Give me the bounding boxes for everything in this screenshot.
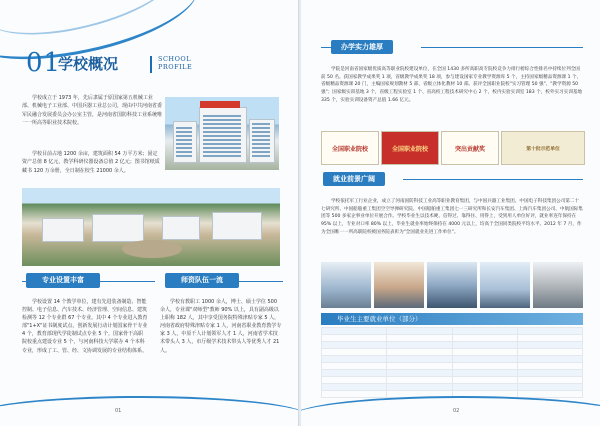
majors-header: 专业设置丰富 <box>26 273 100 288</box>
table-cell <box>387 377 452 384</box>
header-rule <box>403 179 583 180</box>
table-row <box>322 349 583 356</box>
certificate-plaque: 全国职业院校 <box>381 131 439 165</box>
table-row <box>322 384 583 391</box>
table-cell <box>452 377 517 384</box>
title-en-line-2: PROFILE <box>158 63 193 71</box>
table-cell <box>387 370 452 377</box>
table-cell <box>452 363 517 370</box>
table-row <box>322 356 583 363</box>
table-cell <box>387 384 452 391</box>
building-sign <box>200 101 240 108</box>
table-cell <box>387 349 452 356</box>
table-cell <box>322 391 387 398</box>
section-title: 学校概况 <box>58 55 119 73</box>
table-row <box>322 335 583 342</box>
table-cell <box>452 384 517 391</box>
strength-paragraph: 学院是河南省国家级优质高等职业院校建设单位，在全国 1430 多所高职高专院校竞争力排行榜综合性排名中持续位列全国前 50 名。获国家教学成果奖 1 项，省级教学成果奖 18 项，参与建设国家专业教学资源库 5 个，主持国家级精品资源课 1 个，省级精品资源课 20 门，主编国家规划教材 5 部、省级立体化教材 10 部。获评全国职业院校"实习管理 50 强"、"教学资源 50 强"；国家级实训基地 3 个，省级工程实验室 1 个、省高校工程技术研究中心 2 个，校内实验实训室 183 个，校外实习实训基地 335 个，实验实训设备资产总值 1.66 亿元。 <box>321 67 583 103</box>
page-number: 02 <box>453 408 460 414</box>
job-fair-photo <box>427 262 477 308</box>
employers-table-title: 毕业生主要就业单位（部分） <box>321 313 583 325</box>
table-row <box>322 363 583 370</box>
job-fair-photo <box>533 262 583 308</box>
header-rule <box>239 281 283 282</box>
page-number: 01 <box>115 408 122 414</box>
decorative-wave <box>301 396 600 426</box>
header-rule <box>421 47 583 48</box>
table-row <box>322 328 583 335</box>
section-title-en <box>158 55 192 71</box>
header-rule <box>321 47 331 48</box>
table-cell <box>322 363 387 370</box>
table-cell <box>322 356 387 363</box>
intro-paragraph-2: 学校目前占地 1200 余亩，建筑面积 54 万平方米；固定资产总值 8 亿元，教学科研仪器设备总值 2 亿元；图书馆纸质藏书 120 万余册，全日制在校生 21000 余人。 <box>22 151 160 174</box>
certificate-plaque: 突出贡献奖 <box>441 131 499 165</box>
table-cell <box>517 335 582 342</box>
table-cell <box>387 363 452 370</box>
table-cell <box>517 377 582 384</box>
section-number: 01 <box>26 48 62 78</box>
table-cell <box>452 370 517 377</box>
table-cell <box>517 391 582 398</box>
certificate-plaque: 全国职业院校 <box>321 131 379 165</box>
left-page <box>0 0 299 426</box>
table-cell <box>517 384 582 391</box>
job-fair-photos <box>321 262 583 308</box>
job-fair-photo <box>374 262 424 308</box>
certificates-row <box>321 131 583 165</box>
table-cell <box>322 328 387 335</box>
table-cell <box>322 377 387 384</box>
table-cell <box>517 363 582 370</box>
table-cell <box>322 384 387 391</box>
table-cell <box>517 328 582 335</box>
campus-aerial-photo <box>22 188 280 266</box>
table-cell <box>322 370 387 377</box>
table-cell <box>517 349 582 356</box>
table-cell <box>387 356 452 363</box>
table-cell <box>387 342 452 349</box>
table-cell <box>517 370 582 377</box>
employment-header: 就业前景广阔 <box>323 172 385 186</box>
table-cell <box>517 356 582 363</box>
certificate-plaque: 第十批示范单位 <box>501 131 585 165</box>
table-cell <box>452 356 517 363</box>
title-divider <box>150 56 152 73</box>
decorative-wave <box>0 396 299 426</box>
strength-header: 办学实力雄厚 <box>331 40 393 54</box>
title-en-line-1: SCHOOL <box>158 55 192 63</box>
table-row <box>322 342 583 349</box>
table-cell <box>387 335 452 342</box>
table-cell <box>452 328 517 335</box>
table-cell <box>322 342 387 349</box>
table-cell <box>452 349 517 356</box>
header-rule <box>100 281 155 282</box>
table-cell <box>322 349 387 356</box>
job-fair-photo <box>480 262 530 308</box>
table-cell <box>517 342 582 349</box>
employers-table <box>321 327 583 398</box>
table-row <box>322 370 583 377</box>
right-page <box>301 0 600 426</box>
table-cell <box>387 328 452 335</box>
table-cell <box>322 335 387 342</box>
intro-paragraph-1: 学校成立于 1973 年，先后隶属于原国家第五机械工业部、机械电子工业部、中国兵器工业总公司，现由中共河南省委军民融合发展委员会办公室主管，是河南省国防科技工业系统唯一一所高等职业技术院校。 <box>22 95 163 127</box>
table-cell <box>452 342 517 349</box>
employment-paragraph: 学校依托军工行业企业，成立了河南国防科技工业高等职业教育集团，与中国兵器工业集团、中国电子科技集团公司第二十七研究所、中国船舶重工集团空空导弹研究院、中国船舶重工集团七一三研究所和长安汽车集团、上海汽车集团公司、中航国际集团等 500 多家企事业单位开展合作。学校毕业生以技术硬、信得过、靠得住、用得上，受到用人单位好评，就业率连年保持在 95% 以上，专业对口率 80% 以上，毕业生就业率始终保持在 4000 元以上，均高于全国同类院校平均水平。2012 年 7 月，作为全国唯一一所高职院校被国务院表彰为"全国就业先进工作单位"。 <box>321 199 583 235</box>
faculty-header: 师资队伍一流 <box>165 273 239 288</box>
majors-paragraph: 学校设置 14 个教学单位，建有先进装备制造、智能控制、电子信息、汽车技术、经济管理、空间信息、建筑检测等 12 个专业群 67 个专业。其中 4 个专业进入教育部"1+X"证书制度试点，创新发展行动计划国家骨干专业 4 个，教育部现代学徒制试点专业 5 个，国家骨干高职院校重点建设专业 5 个，与河南科技大学联办 4 个本科专业，形成了工、管、经、文协调发展的专业结构体系。 <box>22 299 148 354</box>
table-cell <box>452 335 517 342</box>
faculty-paragraph: 学校有教职工 1000 余人，博士、硕士学位 500 余人，专业课"双师型"教师 90% 以上，具有副高级以上职称 182 人，其中享受国务院特殊津贴专家 5 人，河南省政府特殊津贴专家 1 人，河南省职业教育教学专家 3 人，中原千人计划领军人才 1 人，河南省学术技术带头人 3 人，市厅级学术技术带头人等优秀人才 21 人。 <box>160 299 282 354</box>
job-fair-photo <box>321 262 371 308</box>
table-row <box>322 377 583 384</box>
